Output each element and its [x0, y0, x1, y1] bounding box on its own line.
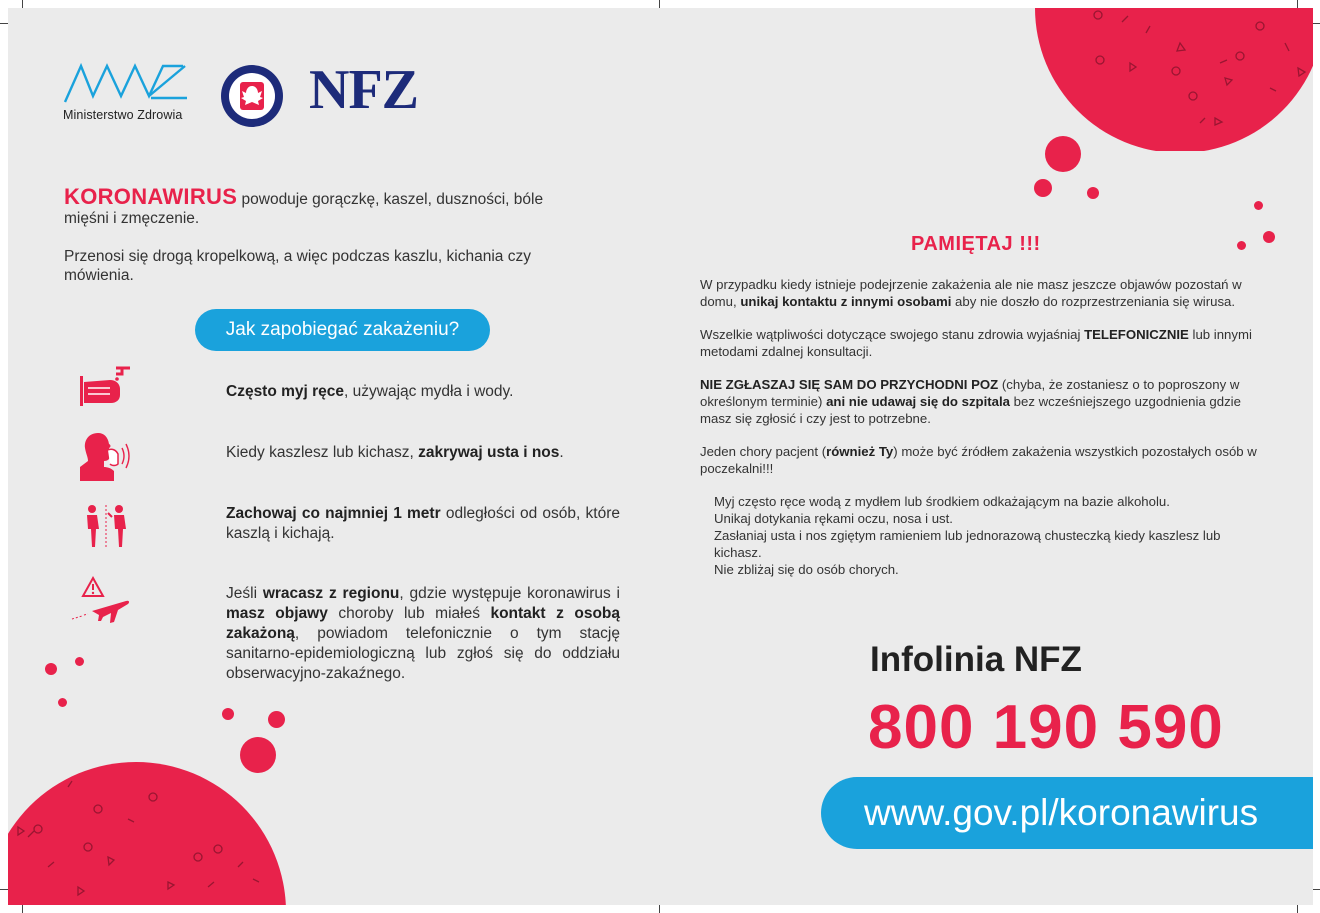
text-segment: W przypadku kiedy istnieje podejrzenie zakażenia ale nie masz jeszcze objawów pozostań w domu,	[700, 277, 1242, 309]
tip-travel-report	[226, 584, 620, 684]
text-segment: odległości od osób, które kaszlą i kichają.	[226, 505, 620, 542]
bold-text: Zachowaj co najmniej 1 metr	[226, 505, 441, 522]
bold-text: wracasz z regionu	[262, 585, 400, 602]
decor-dot	[1254, 201, 1263, 210]
decor-dot	[75, 657, 84, 666]
bold-text: ani nie udawaj się do szpitala	[826, 394, 1011, 409]
tip-hand-washing	[226, 382, 620, 402]
coughing-person-icon	[78, 430, 130, 482]
sanitary-inspection-seal	[220, 64, 284, 128]
nfz-logo-text: NFZ	[309, 59, 418, 121]
remember-list	[700, 493, 1260, 578]
website-url-link[interactable]: www.gov.pl/koronawirus	[821, 777, 1313, 849]
text-segment: , używając mydła i wody.	[344, 383, 514, 400]
prevention-heading: Jak zapobiegać zakażeniu?	[195, 309, 490, 351]
bold-text: zakrywaj usta i nos	[418, 444, 560, 461]
bold-text: Często myj ręce	[226, 383, 345, 400]
text-segment: Wszelkie wątpliwości dotyczące swojego stanu zdrowia wyjaśniaj	[700, 327, 1085, 342]
decor-dot	[1263, 231, 1275, 243]
decor-dot	[268, 711, 285, 728]
bold-text: unikaj kontaktu z innymi osobami	[740, 294, 952, 309]
text-segment: (chyba, że zostaniesz o to poproszony w określonym terminie)	[700, 377, 1240, 409]
tip-keep-distance	[226, 504, 620, 544]
bold-text: NIE ZGŁASZAJ SIĘ SAM DO PRZYCHODNI POZ	[700, 377, 999, 392]
bold-text: kontakt z osobą zakażoną	[226, 605, 620, 642]
remember-body	[700, 276, 1260, 578]
intro-line1: powoduje gorączkę, kaszel, duszności, bóle mięśni i zmęczenie.	[64, 191, 544, 227]
bold-text: TELEFONICZNIE	[1084, 327, 1189, 342]
nfz-logo	[309, 59, 431, 121]
red-circle-decoration-top	[1030, 8, 1313, 151]
text-segment: lub innymi metodami zdalnej konsultacji.	[700, 327, 1252, 359]
decor-dot	[1034, 179, 1052, 197]
decor-dot	[240, 737, 276, 773]
bold-text: również Ty	[826, 444, 894, 459]
intro-text	[64, 184, 584, 304]
text-segment: , gdzie występuje koronawirus i	[399, 585, 620, 602]
remember-paragraph	[700, 376, 1260, 427]
text-segment: bez wcześniejszego uzgodnienia gdzie masz się zgłosić i czy jest to potrzebne.	[700, 394, 1241, 426]
text-segment: choroby lub miałeś	[327, 605, 491, 622]
ministry-name: Ministerstwo Zdrowia	[63, 108, 183, 122]
remember-paragraph	[700, 326, 1260, 360]
intro-line2: Przenosi się drogą kropelkową, a więc podczas kaszlu, kichania czy mówienia.	[64, 248, 531, 284]
list-item: Myj często ręce wodą z mydłem lub środkiem odkażającym na bazie alkoholu.	[714, 494, 1170, 509]
decor-dot	[1237, 241, 1246, 250]
bold-text: masz objawy	[226, 605, 328, 622]
tip-cover-mouth	[226, 443, 620, 463]
text-segment: aby nie doszło do rozprzestrzeniania się wirusa.	[951, 294, 1236, 309]
red-circle-decoration-bottom	[8, 757, 298, 905]
text-segment: Jeśli	[226, 585, 263, 602]
decor-dot	[222, 708, 234, 720]
decor-dot	[1045, 136, 1081, 172]
remember-paragraph	[700, 276, 1260, 310]
distance-icon	[84, 503, 128, 549]
text-segment: , powiadom telefonicznie o tym stację sanitarno-epidemiologiczną lub zgłoś się do oddziału obserwacyjno-zakaźnego.	[226, 625, 620, 682]
hand-washing-icon	[78, 366, 132, 410]
remember-title: PAMIĘTAJ !!!	[911, 233, 1041, 255]
text-segment: Jeden chory pacjent (	[700, 444, 827, 459]
infoline-label: Infolinia NFZ	[870, 640, 1082, 679]
remember-paragraph	[700, 443, 1260, 477]
decor-dot	[1087, 187, 1099, 199]
list-item: Unikaj dotykania rękami oczu, nosa i ust.	[714, 511, 953, 526]
text-segment: ) może być źródłem zakażenia wszystkich pozostałych osób w poczekalni!!!	[700, 444, 1257, 476]
travel-warning-icon	[70, 575, 130, 625]
list-item: Zasłaniaj usta i nos zgiętym ramieniem lub jednorazową chusteczką kiedy kaszlesz lub kichasz.	[714, 528, 1221, 560]
decor-dot	[58, 698, 67, 707]
intro-keyword: KORONAWIRUS	[64, 184, 238, 209]
infoline-phone-number[interactable]: 800 190 590	[868, 693, 1224, 762]
list-item: Nie zbliżaj się do osób chorych.	[714, 562, 899, 577]
text-segment: .	[559, 444, 564, 461]
decor-dot	[45, 663, 57, 675]
text-segment: Kiedy kaszlesz lub kichasz,	[226, 444, 419, 461]
